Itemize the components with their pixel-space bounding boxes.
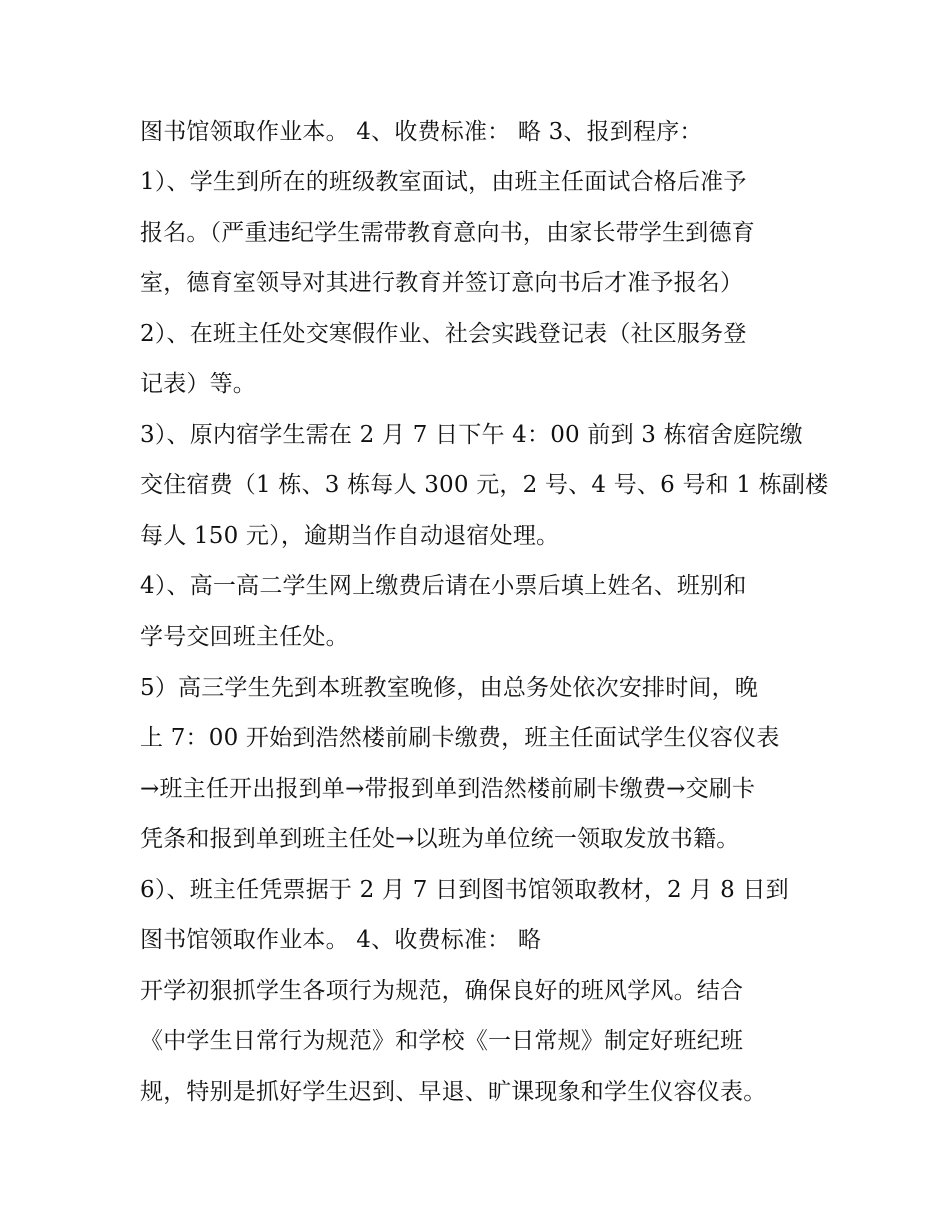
text-line: 学号交回班主任处。 — [140, 624, 349, 650]
text-line: 图书馆领取作业本。 4、收费标准： 略 3、报到程序： — [140, 119, 703, 145]
text-line: 6）、班主任凭票据于 2 月 7 日到图书馆领取教材，2 月 8 日到 — [140, 877, 789, 903]
text-line: 2）、在班主任处交寒假作业、社会实践登记表（社区服务登 — [140, 321, 747, 347]
text-line: 凭条和报到单到班主任处→以班为单位统一领取发放书籍。 — [140, 826, 740, 852]
text-line: 记表）等。 — [140, 371, 256, 397]
text-line: 4）、高一高二学生网上缴费后请在小票后填上姓名、班别和 — [140, 573, 747, 599]
text-line: →班主任开出报到单→带报到单到浩然楼前刷卡缴费→交刷卡 — [140, 776, 756, 802]
text-line: 《中学生日常行为规范》和学校《一日常规》制定好班纪班 — [140, 1028, 744, 1054]
text-line: 报名。（严重违纪学生需带教育意向书，由家长带学生到德育 — [140, 220, 755, 246]
text-line: 交住宿费（1 栋、3 栋每人 300 元，2 号、4 号、6 号和 1 栋副楼 — [140, 472, 829, 498]
text-line: 室，德育室领导对其进行教育并签订意向书后才准予报名） — [140, 270, 744, 296]
text-line: 1）、学生到所在的班级教室面试，由班主任面试合格后准予 — [140, 169, 747, 195]
text-line: 开学初狠抓学生各项行为规范，确保良好的班风学风。结合 — [140, 978, 744, 1004]
text-line: 3）、原内宿学生需在 2 月 7 日下午 4：00 前到 3 栋宿舍庭院缴 — [140, 422, 803, 448]
text-line: 上 7：00 开始到浩然楼前刷卡缴费，班主任面试学生仪容仪表 — [140, 725, 780, 751]
text-line: 图书馆领取作业本。 4、收费标准： 略 — [140, 927, 542, 953]
text-line: 每人 150 元），逾期当作自动退宿处理。 — [140, 523, 560, 549]
text-line: 规，特别是抓好学生迟到、早退、旷课现象和学生仪容仪表。 — [140, 1079, 767, 1105]
text-line: 5）高三学生先到本班教室晚修，由总务处依次安排时间，晚 — [140, 675, 759, 701]
